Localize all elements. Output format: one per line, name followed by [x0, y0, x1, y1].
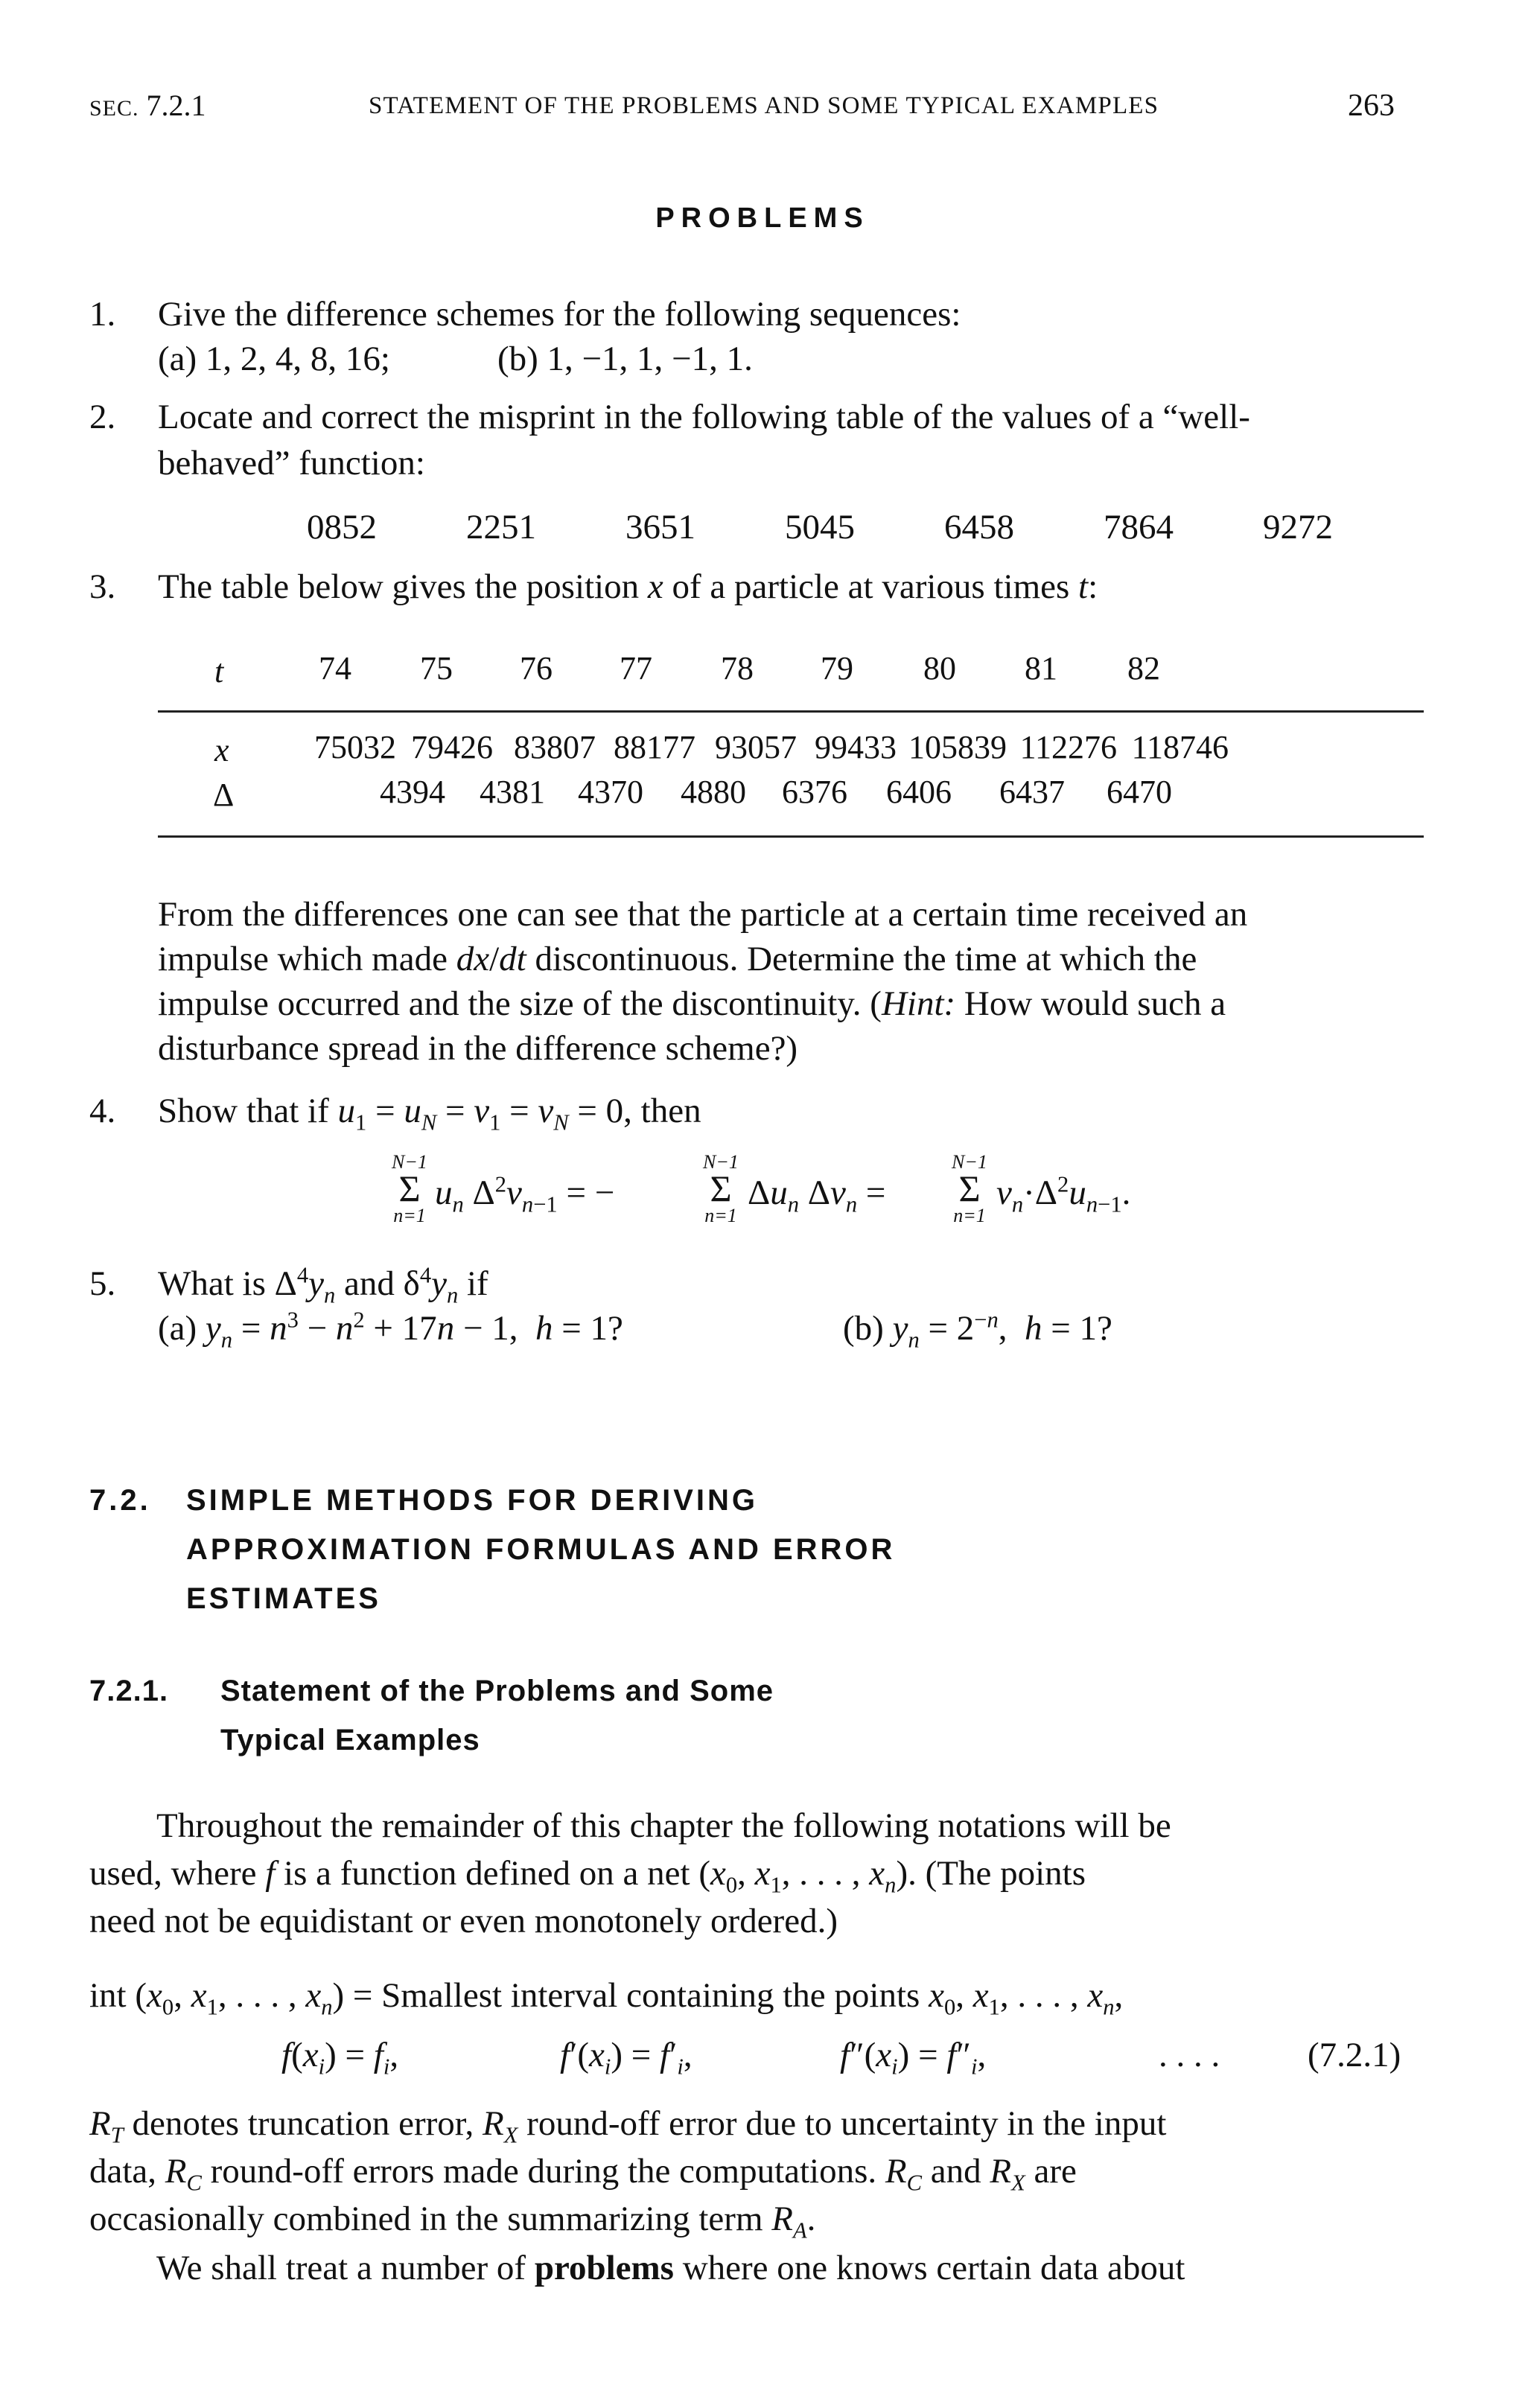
problem-5b: (b) $y_n = 2^{-n}$, h = 1?: [843, 1307, 1112, 1353]
term-1: $u_n$ $\Delta^2v_{n-1}$ = −: [435, 1171, 615, 1217]
problem-2-value: 9272: [1263, 508, 1333, 547]
problem-3-para-line-1: From the differences one can see that the particle at a certain time received an: [158, 895, 1248, 934]
problem-2-value: 0852: [307, 508, 377, 547]
delta-value: 4880: [681, 774, 746, 810]
equation-number: (7.2.1): [1308, 2036, 1401, 2074]
problem-2-value: 6458: [944, 508, 1014, 547]
x-value: 112276: [1019, 729, 1117, 765]
delta-value: 6470: [1107, 774, 1172, 810]
x-value: 105839: [908, 729, 1007, 765]
page-number: 263: [1348, 89, 1395, 123]
section-title-line-3: ESTIMATES: [186, 1582, 381, 1615]
problem-2-value: 3651: [625, 508, 695, 547]
para-3-text-b: where one knows certain data about: [682, 2249, 1185, 2287]
t-value: 76: [520, 650, 553, 687]
t-value: 75: [420, 650, 453, 687]
sigma-3: Σ: [958, 1168, 981, 1209]
sum-3-upper: N−1: [952, 1151, 987, 1173]
para-1-line-2: used, where f is a function defined on a net ($x_0$, $x_1$, . . . , $x_n$). (The points: [89, 1854, 1086, 1898]
sum-3: [947, 1153, 992, 1227]
problem-3-para-line-3: impulse occurred and the size of the discontinuity. (Hint: How would such a: [158, 984, 1226, 1023]
x-value: 75032: [314, 729, 396, 765]
delta-value: 4381: [480, 774, 545, 810]
t-value: 77: [620, 650, 652, 687]
problem-3-text-content: The table below gives the position x of a particle at various times t:: [158, 567, 1098, 606]
delta-value: 4370: [578, 774, 643, 810]
problem-1a: (a) 1, 2, 4, 8, 16;: [158, 340, 390, 378]
delta-value: 6376: [782, 774, 847, 810]
sum-2: [698, 1153, 743, 1227]
problem-1-text: Give the difference schemes for the following sequences:: [158, 295, 961, 334]
problem-2-number: 2.: [89, 398, 116, 436]
delta-value: 6406: [886, 774, 952, 810]
table-bottom-rule: [158, 835, 1424, 838]
running-title: STATEMENT OF THE PROBLEMS AND SOME TYPICAL EXAMPLES: [369, 92, 1159, 119]
t-value: 74: [319, 650, 351, 687]
sum-1-lower: n=1: [393, 1205, 426, 1226]
sum-2-lower: n=1: [704, 1205, 737, 1226]
problem-3-text: [158, 564, 1433, 609]
x-value: 79426: [411, 729, 493, 765]
problem-2-line-2: behaved” function:: [158, 444, 425, 482]
delta-value: 4394: [380, 774, 445, 810]
x-value: 88177: [614, 729, 695, 765]
subsection-number: 7.2.1.: [89, 1675, 169, 1707]
sum-1: [387, 1153, 432, 1227]
table-top-rule: [158, 710, 1424, 713]
problem-3-para-line-2: impulse which made dx/dt discontinuous. Determine the time at which the: [158, 940, 1197, 978]
x-value: 83807: [514, 729, 596, 765]
subsection-title-line-1: Statement of the Problems and Some: [220, 1675, 774, 1707]
para-2-line-3: occasionally combined in the summarizing term $R_A$.: [89, 2200, 816, 2243]
problem-5a: (a) $y_n = n^3 - n^2 + 17n - 1$, h = 1?: [158, 1307, 623, 1353]
t-value: 82: [1127, 650, 1160, 687]
problem-4-number: 4.: [89, 1092, 116, 1130]
para-2-line-1: $R_T$ denotes truncation error, $R_X$ round-off error due to uncertainty in the input: [89, 2104, 1167, 2148]
para-3-bold-problems: problems: [534, 2249, 674, 2287]
t-value: 79: [821, 650, 853, 687]
sum-2-upper: N−1: [703, 1151, 739, 1173]
problem-2-value: 2251: [466, 508, 536, 547]
problem-4-formula: [387, 1153, 1281, 1242]
eq-fprime: $f'(x_i) = f'_i$,: [560, 2036, 693, 2080]
subsection-title-line-2: Typical Examples: [220, 1724, 480, 1756]
problem-5-text: What is $\Delta^4y_n$ and $\delta^4y_n$ if: [158, 1262, 488, 1308]
int-definition: int ($x_0$, $x_1$, . . . , $x_n$) = Smallest interval containing the points $x_0$, $x_1$, . . . , $x_n$,: [89, 1976, 1124, 2020]
x-label: x: [214, 732, 229, 768]
para-2-line-2: data, $R_C$ round-off errors made during the computations. $R_C$ and $R_X$ are: [89, 2152, 1077, 2196]
problem-5-number: 5.: [89, 1264, 116, 1303]
problem-3-para-line-4: disturbance spread in the difference scheme?): [158, 1029, 798, 1068]
sigma-1: Σ: [398, 1168, 421, 1209]
problems-heading: PROBLEMS: [655, 203, 870, 234]
x-value: 99433: [815, 729, 897, 765]
para-3-line-1: [156, 2246, 1431, 2290]
para-3-text-a: We shall treat a number of: [156, 2249, 526, 2287]
sum-1-upper: N−1: [392, 1151, 427, 1173]
delta-value: 6437: [999, 774, 1065, 810]
section-title-line-2: APPROXIMATION FORMULAS AND ERROR: [186, 1533, 896, 1566]
eq-fdoubleprime: $f''(x_i) = f''_i$,: [840, 2036, 987, 2080]
problem-3-number: 3.: [89, 567, 116, 606]
problem-1b: (b) 1, −1, 1, −1, 1.: [497, 340, 753, 378]
x-value: 93057: [715, 729, 797, 765]
t-value: 78: [721, 650, 754, 687]
problem-4-text: Show that if $u_1 = u_N = v_1 = v_N = 0$, then: [158, 1092, 701, 1135]
t-label: t: [214, 653, 224, 689]
para-1-line-3: need not be equidistant or even monotonely ordered.): [89, 1902, 838, 1940]
sum-3-lower: n=1: [953, 1205, 986, 1226]
problem-2-line-1: Locate and correct the misprint in the following table of the values of a “well-: [158, 398, 1250, 436]
term-2: $\Delta u_n$ $\Delta v_n$ =: [748, 1173, 886, 1217]
eq-f: $f(x_i) = f_i$,: [281, 2036, 399, 2080]
problem-2-value: 7864: [1104, 508, 1174, 547]
sigma-2: Σ: [710, 1168, 732, 1209]
term-3: $v_n\cdot\Delta^2u_{n-1}$.: [996, 1171, 1131, 1217]
section-title-line-1: SIMPLE METHODS FOR DERIVING: [186, 1484, 759, 1517]
problem-1-number: 1.: [89, 295, 116, 334]
delta-label: Δ: [213, 777, 235, 813]
problem-2-value: 5045: [785, 508, 855, 547]
section-number: 7.2.: [89, 1484, 151, 1517]
running-header: [0, 88, 1525, 133]
section-reference: SEC. 7.2.1: [89, 89, 206, 122]
t-value: 80: [923, 650, 956, 687]
eq-dots: . . . .: [1159, 2036, 1220, 2074]
t-value: 81: [1025, 650, 1057, 687]
para-1-line-1: Throughout the remainder of this chapter the following notations will be: [156, 1806, 1171, 1845]
x-value: 118746: [1131, 729, 1229, 765]
